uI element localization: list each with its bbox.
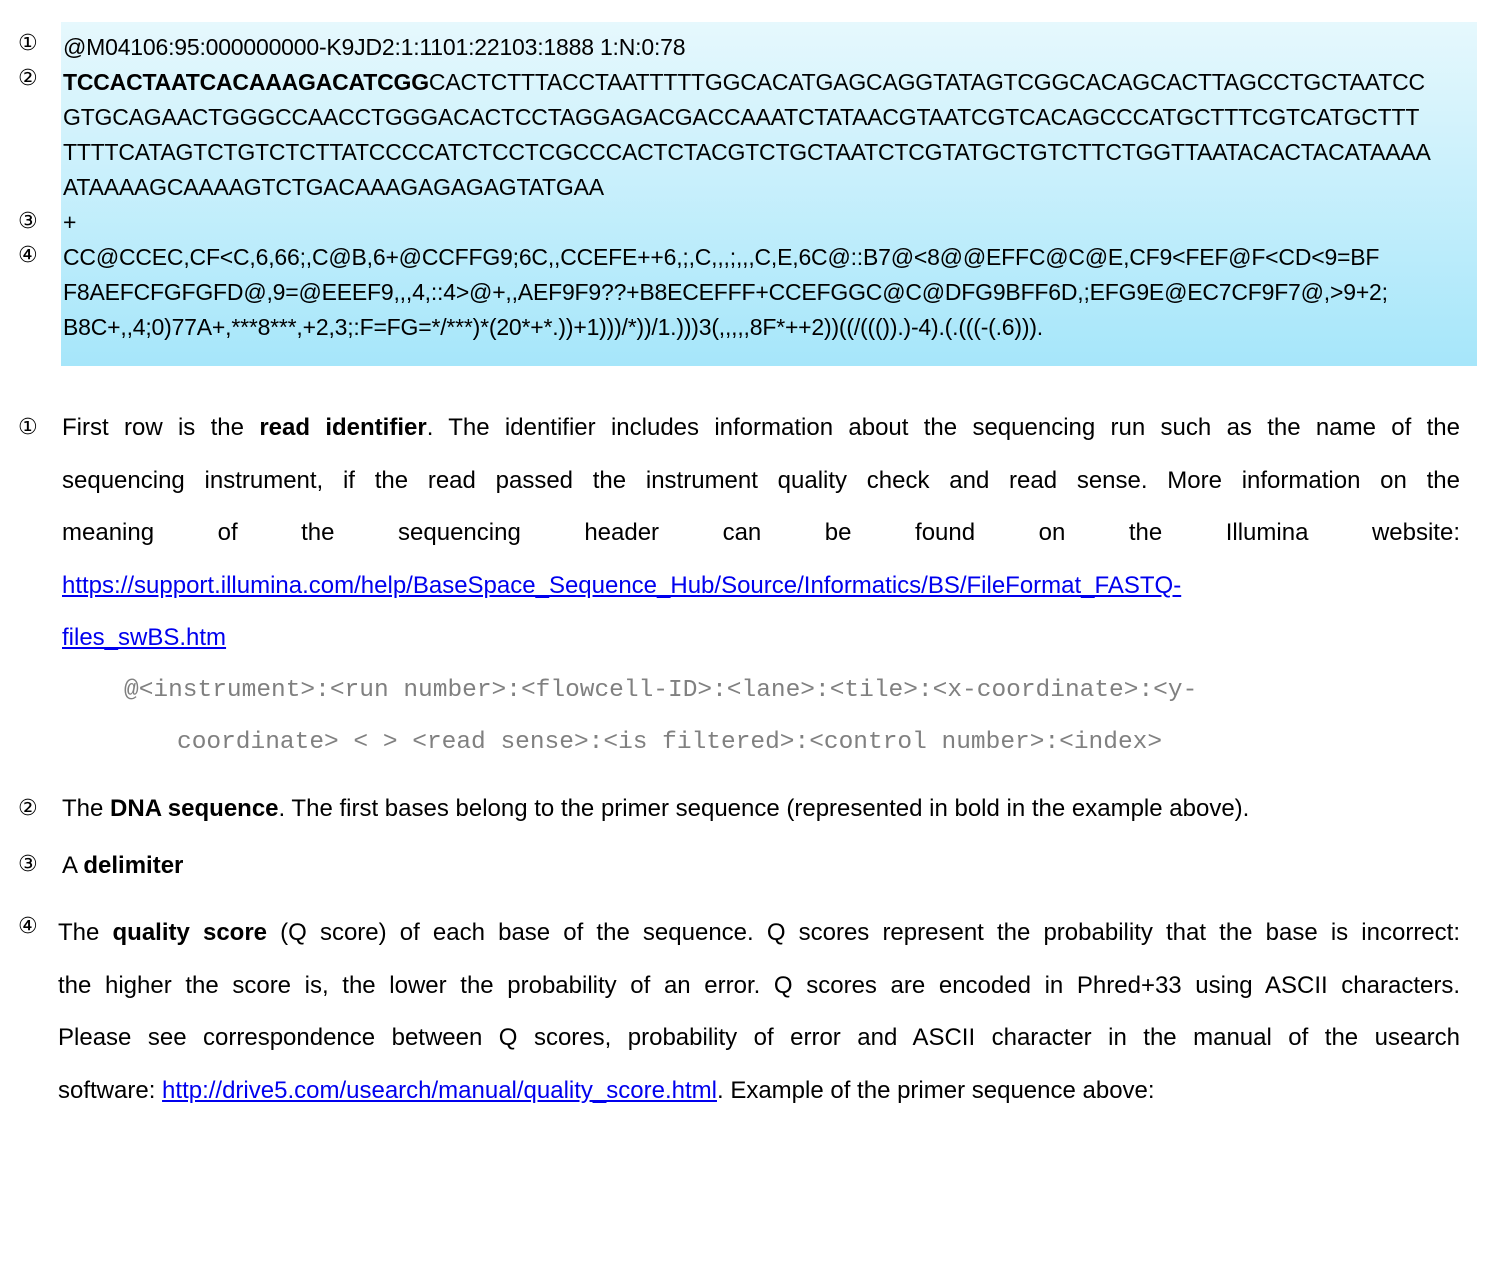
header-format-line-2: coordinate> < > <read sense>:<is filtered>:<control number>:<index> xyxy=(177,729,1163,756)
desc4-line-1: The quality score (Q score) of each base of the sequence. Q scores represent the probability that the base is incorrect: xyxy=(58,919,1460,946)
desc1-line-1: First row is the read identifier. The identifier includes information about the sequencing run such as the name of the xyxy=(62,414,1460,441)
header-format-line-1: @<instrument>:<run number>:<flowcell-ID>:<lane>:<tile>:<x-coordinate>:<y- xyxy=(124,677,1198,704)
fastq-identifier: @M04106:95:000000000-K9JD2:1:1101:22103:1888 1:N:0:78 xyxy=(63,34,686,60)
fastq-sequence-line-4: ATAAAAGCAAAAGTCTGACAAAGAGAGAGTATGAA xyxy=(63,174,604,200)
dna-sequence-term: DNA sequence xyxy=(110,795,279,822)
desc1-link-line-2 xyxy=(62,612,1460,665)
fastq-sequence-line-3: TTTTCATAGTCTGTCTCTTATCCCCATCTCCTCGCCCACTCTACGTCTGCTAATCTCGTATGCTGTCTTCTGGTTAATACACTACATAAAA xyxy=(63,139,1431,165)
desc1-line-3: meaning of the sequencing header can be found on the Illumina website: xyxy=(62,519,1460,546)
delimiter-term: delimiter xyxy=(83,852,184,879)
marker-4: ④ xyxy=(18,243,38,268)
fastq-delimiter: + xyxy=(63,209,77,235)
desc-dna-sequence: The DNA sequence. The first bases belong to the primer sequence (represented in bold in the example above). xyxy=(62,795,1250,822)
sequence-rest: CACTCTTTACCTAATTTTTGGCACATGAGCAGGTATAGTCGGCACAGCACTTAGCCTGCTAATCC xyxy=(428,69,1425,95)
marker-3: ③ xyxy=(18,209,38,234)
desc-quality-score xyxy=(58,907,1460,1117)
desc-read-identifier xyxy=(62,402,1460,665)
quality-score-term: quality score xyxy=(112,919,268,946)
desc-marker-4: ④ xyxy=(18,914,38,939)
illumina-link[interactable]: https://support.illumina.com/help/BaseSpace_Sequence_Hub/Source/Informatics/BS/FileFormat_FASTQ- xyxy=(62,571,1182,599)
fastq-sequence-line-2: GTGCAGAACTGGGCCAACCTGGGACACTCCTAGGAGACGACCAAATCTATAACGTAATCGTCACAGCCCATGCTTTCGTCATGCTTT xyxy=(63,104,1420,130)
desc-delimiter: A delimiter xyxy=(62,852,184,879)
fastq-sequence-line-1 xyxy=(63,65,1425,100)
desc-marker-2: ② xyxy=(18,796,38,821)
fastq-quality-line-1: CC@CCEC,CF<C,6,66;,C@B,6+@CCFFG9;6C,,CCEFE++6,;,C,,,;,,,C,E,6C@::B7@<8@@EFFC@C@E,CF9<FEF@F<CD<9=BF xyxy=(63,244,1380,270)
desc4-line-3: Please see correspondence between Q scores, probability of error and ASCII character in the manual of the usearch xyxy=(58,1024,1460,1051)
illumina-link-continued[interactable]: files_swBS.htm xyxy=(62,624,227,651)
desc4-line-4: software: http://drive5.com/usearch/manual/quality_score.html. Example of the primer sequence above: xyxy=(58,1076,1155,1104)
marker-1: ① xyxy=(18,31,38,56)
usearch-quality-score-link[interactable]: http://drive5.com/usearch/manual/quality_score.html xyxy=(162,1076,717,1104)
desc-marker-3: ③ xyxy=(18,852,38,877)
marker-2: ② xyxy=(18,66,38,91)
desc-marker-1: ① xyxy=(18,415,38,440)
desc1-line-2: sequencing instrument, if the read passed the instrument quality check and read sense. More information on the xyxy=(62,466,1460,494)
desc1-link-line-1 xyxy=(62,560,1460,613)
read-identifier-term: read identifier xyxy=(259,414,427,441)
primer-sequence: TCCACTAATCACAAAGACATCGG xyxy=(63,69,429,95)
fastq-quality-line-2: F8AEFCFGFGFD@,9=@EEEF9,,,4,::4>@+,,AEF9F9??+B8ECEFFF+CCEFGGC@C@DFG9BFF6D,;EFG9E@EC7CF9F7@,>9+2; xyxy=(63,279,1388,305)
desc4-line-2: the higher the score is, the lower the probability of an error. Q scores are encoded in Phred+33 using ASCII characters. xyxy=(58,971,1460,999)
fastq-quality-line-3: B8C+,,4;0)77A+,***8***,+2,3;:F=FG=*/***)*(20*+*.))+1)))/*))/1.)))3(,,,,,8F*++2))((/((()).)-4).(.(((-(.6))). xyxy=(63,314,1043,340)
